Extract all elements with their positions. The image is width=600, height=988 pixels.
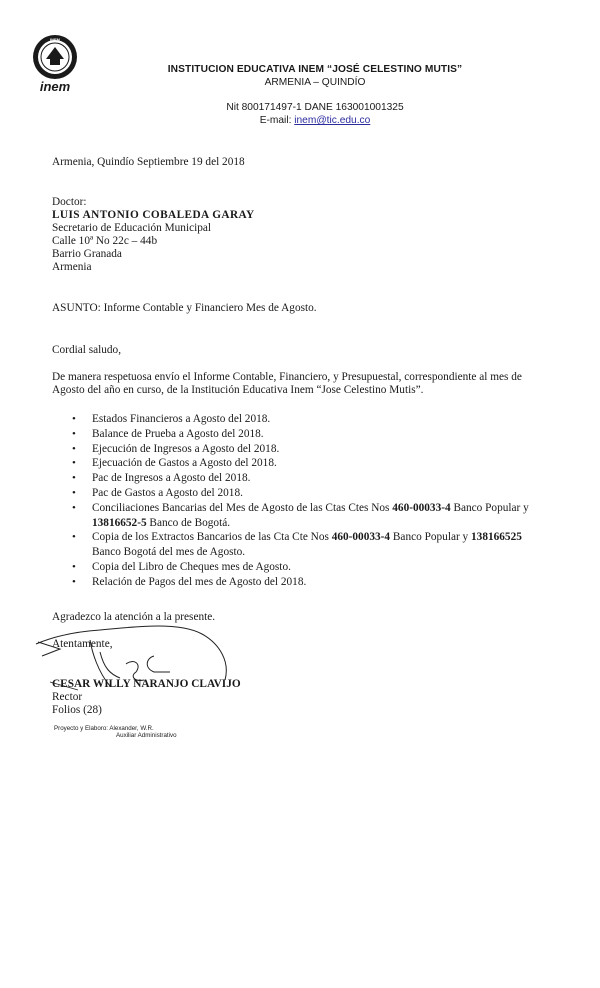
recipient-city: Armenia: [52, 261, 92, 273]
prepared-role: Auxiliar Administrativo: [116, 732, 177, 739]
list-item: • Pac de Gastos a Agosto del 2018.: [52, 486, 552, 501]
recipient-neighborhood: Barrio Granada: [52, 248, 122, 260]
list-item: • Balance de Prueba a Agosto del 2018.: [52, 427, 552, 442]
list-item: • Conciliaciones Bancarias del Mes de Agosto de las Ctas Ctes Nos 460-00033-4 Banco Popular y 13816652-5 Banco de Bogotá.: [52, 501, 552, 531]
recipient-role: Secretario de Educación Municipal: [52, 222, 212, 234]
svg-text:INEM: INEM: [50, 37, 60, 42]
prepared-by: Proyecto y Elaboro: Alexander, W.R.: [54, 725, 154, 732]
institution-nit: Nit 800171497-1 DANE 163001001325: [226, 102, 404, 113]
signer-role: Rector: [52, 691, 83, 703]
institution-city: ARMENIA – QUINDÍO: [264, 77, 366, 88]
body-paragraph-line-1: De manera respetuosa envío el Informe Contable, Financiero, y Presupuestal, correspondiente al mes de: [52, 371, 522, 383]
thanks-line: Agradezco la atención a la presente.: [52, 611, 216, 623]
recipient-name: LUIS ANTONIO COBALEDA GARAY: [52, 209, 255, 221]
list-item: • Copia de los Extractos Bancarios de las Cta Cte Nos 460-00033-4 Banco Popular y 138166525 Banco Bogotá del mes de Agosto.: [52, 530, 552, 560]
list-item: • Copia del Libro de Cheques mes de Agosto.: [52, 560, 552, 575]
email-link[interactable]: inem@tic.edu.co: [294, 115, 371, 126]
list-item: • Pac de Ingresos a Agosto del 2018.: [52, 471, 552, 486]
institution-logo: [28, 33, 82, 99]
institution-email: E-mail: inem@tic.edu.co: [259, 115, 371, 126]
document-list: [52, 412, 552, 590]
folios-count: Folios (28): [52, 704, 102, 716]
list-item: • Estados Financieros a Agosto del 2018.: [52, 412, 552, 427]
recipient-address: Calle 10ª No 22c – 44b: [52, 235, 158, 247]
place-date: Armenia, Quindío Septiembre 19 del 2018: [52, 156, 245, 168]
salutation-title: Doctor:: [52, 196, 87, 208]
closing: Atentamente,: [52, 638, 113, 650]
body-paragraph-line-2: Agosto del año en curso, de la Institución Educativa Inem “Jose Celestino Mutis”.: [52, 384, 424, 396]
svg-text:inem: inem: [39, 79, 71, 94]
list-item: • Ejecuación de Gastos a Agosto del 2018.: [52, 456, 552, 471]
greeting: Cordial saludo,: [52, 344, 122, 356]
list-item: • Ejecución de Ingresos a Agosto del 2018.: [52, 442, 552, 457]
subject-line: ASUNTO: Informe Contable y Financiero Mes de Agosto.: [52, 302, 317, 314]
list-item: • Relación de Pagos del mes de Agosto del 2018.: [52, 575, 552, 590]
signer-name: CESAR WILLY NARANJO CLAVIJO: [52, 678, 241, 690]
institution-name: INSTITUCION EDUCATIVA INEM “JOSÉ CELESTINO MUTIS”: [167, 64, 463, 75]
